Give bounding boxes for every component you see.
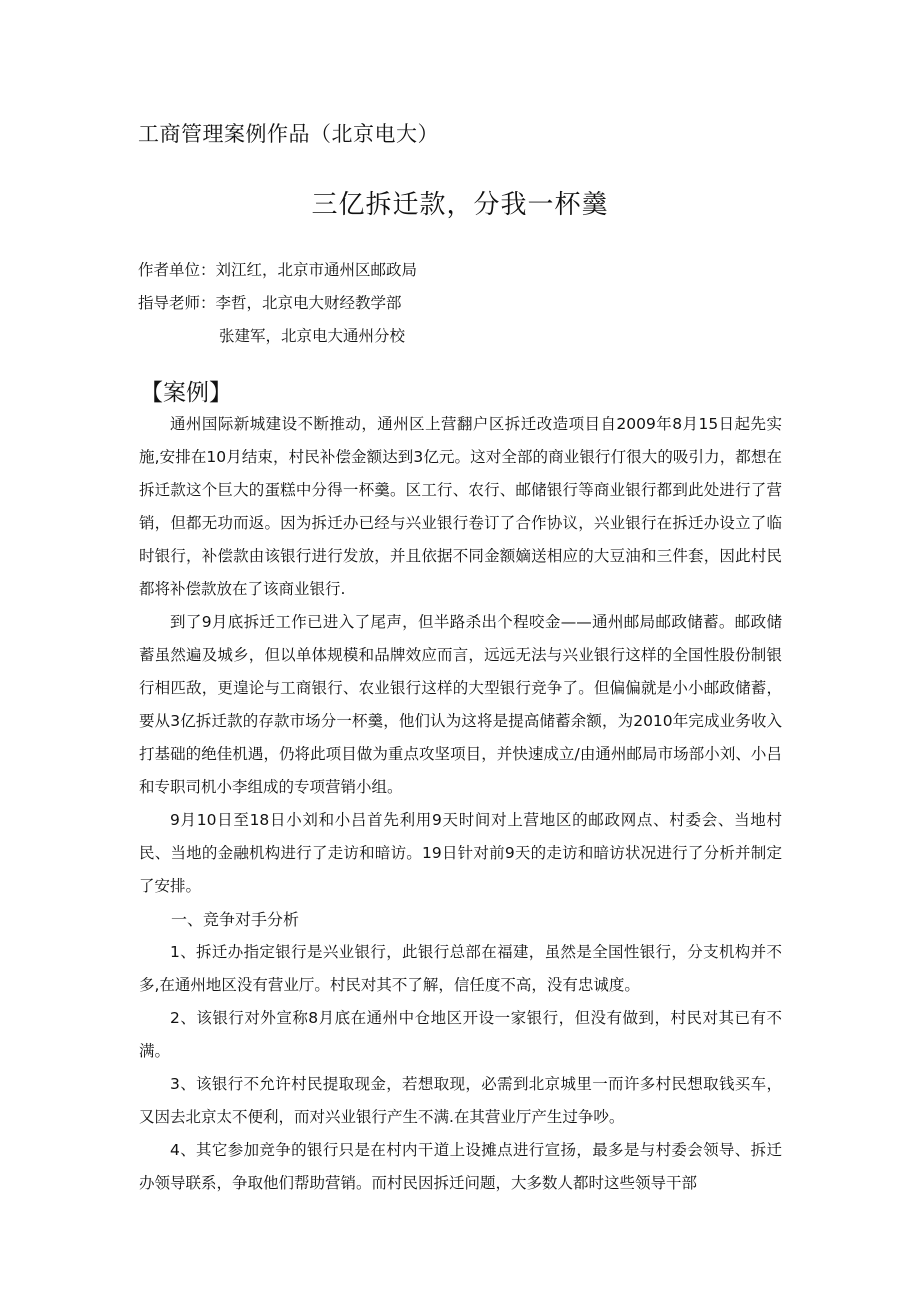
document-heading: 工商管理案例作品（北京电大） bbox=[138, 122, 439, 146]
author-line: 作者单位：刘江红，北京市通州区邮政局 bbox=[138, 261, 418, 279]
document-title: 三亿拆迁款，分我一杯羹 bbox=[311, 190, 609, 220]
list-item: 3、该银行不允许村民提取现金，若想取现，必需到北京城里一而许多村民想取钱买车，又因去北京太不便利，而对兴业银行产生不满.在其营业厅产生过争吵。 bbox=[139, 1075, 782, 1126]
list-item: 2、该银行对外宣称8月底在通州中仓地区开设一家银行，但没有做到，村民对其已有不满。 bbox=[139, 1009, 782, 1060]
author-info bbox=[138, 254, 417, 353]
list-item: 4、其它参加竞争的银行只是在村内干道上设摊点进行宣扬，最多是与村委会领导、拆迁办领导联系，争取他们帮助营销。而村民因拆迁问题，大多数人都时这些领导干部 bbox=[139, 1141, 782, 1192]
list-item: 1、拆迁办指定银行是兴业银行，此银行总部在福建，虽然是全国性银行，分支机构并不多,在通州地区没有营业厅。村民对其不了解，信任度不高，没有忠诚度。 bbox=[139, 943, 782, 994]
subheading: 一、竞争对手分析 bbox=[171, 910, 300, 929]
paragraph: 到了9月底拆迁工作已进入了尾声，但半路杀出个程咬金——通州邮局邮政储蓄。邮政储蓄虽然遍及城乡，但以单体规模和品牌效应而言，远远无法与兴业银行这样的全国性股份制银行相匹敌，更遑论与工商银行、农业银行这样的大型银行竞争了。但偏偏就是小小邮政储蓄，要从3亿拆迁款的存款市场分一杯羹，他们认为这将是提高储蓄余额，为2010年完成业务收入打基础的绝佳机遇，仍将此项目做为重点攻坚项目，并快速成立/由通州邮局市场部小刘、小吕和专职司机小李组成的专项营销小组。 bbox=[139, 613, 782, 796]
document-body bbox=[139, 408, 782, 1200]
advisor-line-2: 张建军，北京电大通州分校 bbox=[219, 327, 406, 345]
paragraph: 通州国际新城建设不断推动，通州区上营翻户区拆迁改造项目自2009年8月15日起先实施,安排在10月结束，村民补偿金额达到3亿元。这对全部的商业银行仃很大的吸引力，都想在拆迁款这个巨大的蛋糕中分得一杯羹。区工行、农行、邮储银行等商业银行都到此处进行了营销，但都无功而返。因为拆迁办已经与兴业银行卷订了合作协议，兴业银行在拆迁办设立了临时银行，补偿款由该银行进行发放，并且依据不同金额嫡送相应的大豆油和三件套，因此村民都将补偿款放在了该商业银行. bbox=[139, 415, 782, 598]
case-section-heading: 【案例】 bbox=[140, 380, 232, 406]
advisor-line: 指导老师：李哲，北京电大财经教学部 bbox=[138, 294, 402, 312]
paragraph: 9月10日至18日小刘和小吕首先利用9天时间对上营地区的邮政网点、村委会、当地村民、当地的金融机构进行了走访和暗访。19日针对前9天的走访和暗访状况进行了分析并制定了安排。 bbox=[139, 811, 782, 895]
